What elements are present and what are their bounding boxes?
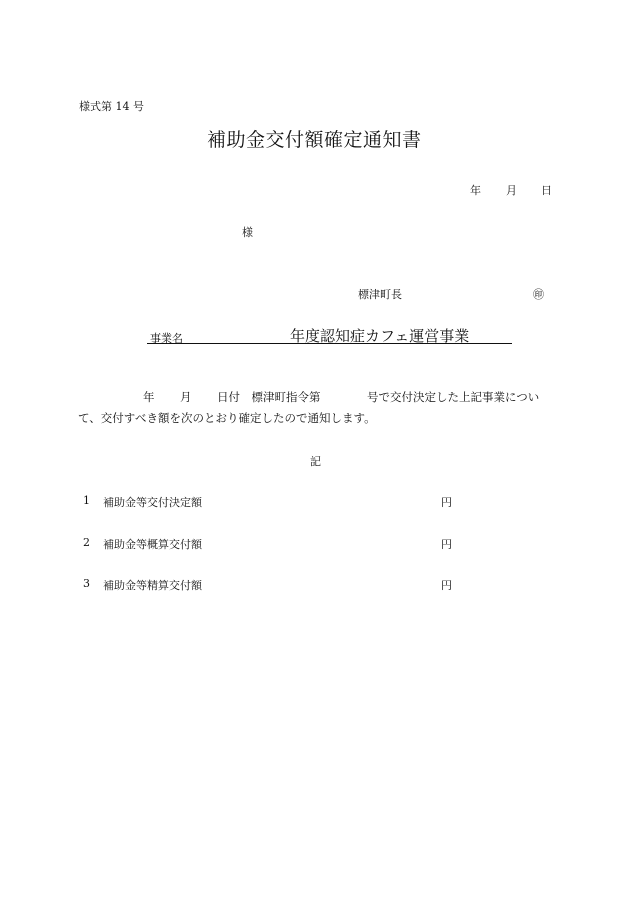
item-1-label: 補助金等交付決定額 bbox=[103, 496, 202, 509]
body-line1-rest: 号で交付決定した上記事業につい bbox=[367, 390, 540, 404]
item-1-unit: 円 bbox=[441, 496, 452, 509]
ki-heading: 記 bbox=[310, 455, 321, 468]
seal-mark: ㊞ bbox=[533, 288, 544, 301]
body-year: 年 bbox=[143, 390, 155, 404]
page-title: 補助金交付額確定通知書 bbox=[207, 129, 422, 151]
addressee-suffix: 様 bbox=[242, 226, 253, 239]
form-number: 様式第 14 号 bbox=[79, 100, 144, 113]
item-3-unit: 円 bbox=[441, 579, 452, 592]
business-name: 年度認知症カフェ運営事業 bbox=[290, 327, 470, 345]
business-label: 事業名 bbox=[150, 332, 183, 345]
sender-title: 標津町長 bbox=[358, 288, 402, 301]
business-underline bbox=[147, 343, 512, 344]
body-day-ref: 日付 標津町指令第 bbox=[217, 390, 321, 404]
body-month: 月 bbox=[180, 390, 192, 404]
item-3-number: 3 bbox=[83, 577, 90, 590]
date-day: 日 bbox=[541, 184, 552, 197]
date-year: 年 bbox=[470, 184, 481, 197]
item-2-number: 2 bbox=[83, 536, 90, 549]
item-2-unit: 円 bbox=[441, 538, 452, 551]
item-2-label: 補助金等概算交付額 bbox=[103, 538, 202, 551]
item-3-label: 補助金等精算交付額 bbox=[103, 579, 202, 592]
date-month: 月 bbox=[506, 184, 517, 197]
body-line2: て、交付すべき額を次のとおり確定したので通知します。 bbox=[78, 411, 376, 425]
item-1-number: 1 bbox=[83, 494, 90, 507]
